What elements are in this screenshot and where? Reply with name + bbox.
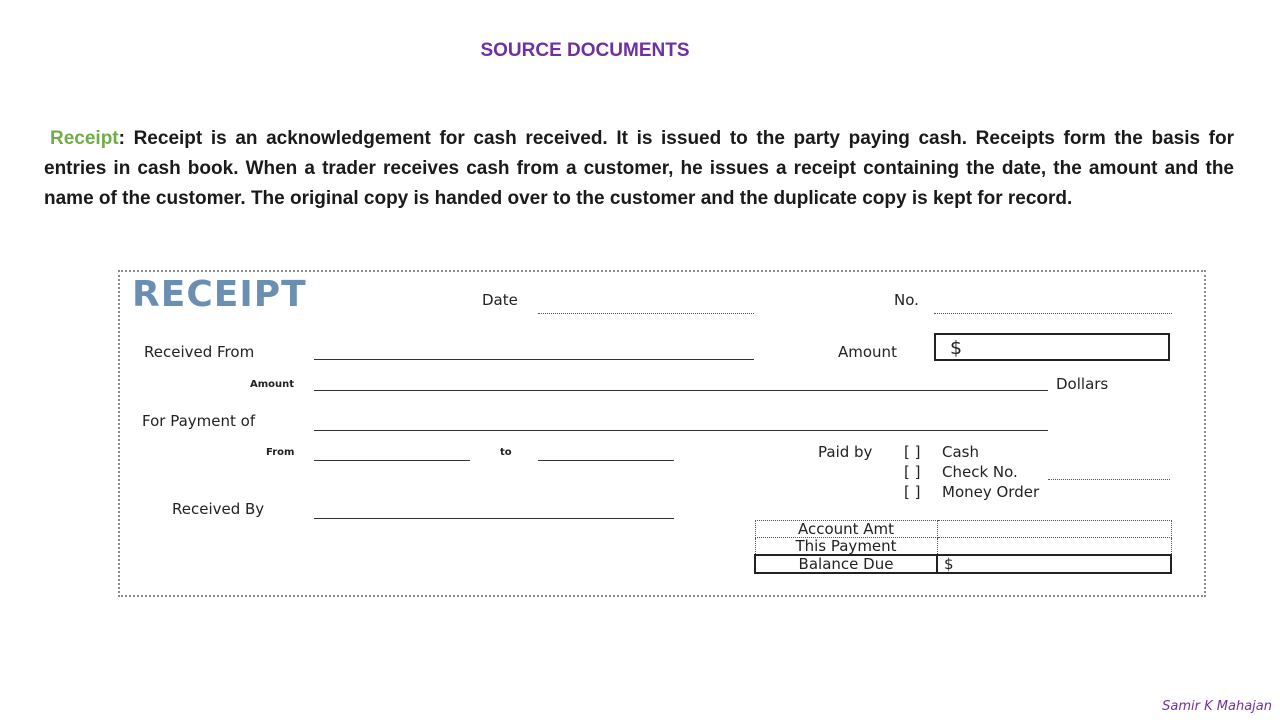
dollars-label: Dollars (1056, 375, 1109, 393)
intro-term: Receipt (50, 128, 119, 149)
slide-title: SOURCE DOCUMENTS (480, 40, 690, 61)
receipt-form (118, 270, 1206, 597)
this-payment-label: This Payment (755, 538, 937, 556)
to-line (538, 460, 674, 461)
this-payment-value (937, 538, 1171, 556)
amount-symbol: $ (950, 337, 963, 359)
account-amt-label: Account Amt (755, 521, 937, 538)
received-by-line (314, 518, 674, 519)
account-amt-value (937, 521, 1171, 538)
from-line (314, 460, 470, 461)
date-line (538, 313, 754, 314)
received-from-line (314, 359, 754, 360)
amount-label: Amount (838, 343, 897, 361)
no-label: No. (894, 291, 919, 309)
amount-box (934, 333, 1170, 361)
intro-text: : Receipt is an acknowledgement for cash received. It is issued to the party paying cash. Receipts form the basis for entries in cash book. When a trader receives cash from a customer, he issues a receipt containing the date, the amount and the name of the customer. The original copy is handed over to the customer and the duplicate copy is kept for record. (44, 128, 1234, 209)
date-label: Date (482, 291, 518, 309)
balance-due-label: Balance Due (755, 555, 937, 573)
to-label: to (500, 447, 512, 458)
cash-label: Cash (942, 443, 979, 461)
no-line (934, 313, 1172, 314)
received-by-label: Received By (172, 500, 265, 518)
from-label: From (266, 447, 295, 458)
money-order-label: Money Order (942, 483, 1040, 501)
check-checkbox[interactable]: [ ] (904, 463, 921, 481)
received-from-label: Received From (144, 343, 255, 361)
summary-row (755, 538, 1171, 556)
check-no-label: Check No. (942, 463, 1018, 481)
receipt-title: RECEIPT (132, 274, 307, 315)
summary-row (755, 555, 1171, 573)
balance-due-value: $ (937, 555, 1171, 573)
paid-by-label: Paid by (818, 443, 873, 461)
payment-of-label: For Payment of (142, 412, 256, 430)
cash-checkbox[interactable]: [ ] (904, 443, 921, 461)
intro-paragraph (44, 124, 1234, 214)
author-credit: Samir K Mahajan (1162, 699, 1272, 714)
balance-summary-table (754, 520, 1172, 574)
check-no-line (1048, 479, 1170, 480)
amount-words-line (314, 390, 1048, 391)
payment-of-line (314, 430, 1048, 431)
money-order-checkbox[interactable]: [ ] (904, 483, 921, 501)
amount-words-label: Amount (250, 379, 295, 390)
summary-row (755, 521, 1171, 538)
